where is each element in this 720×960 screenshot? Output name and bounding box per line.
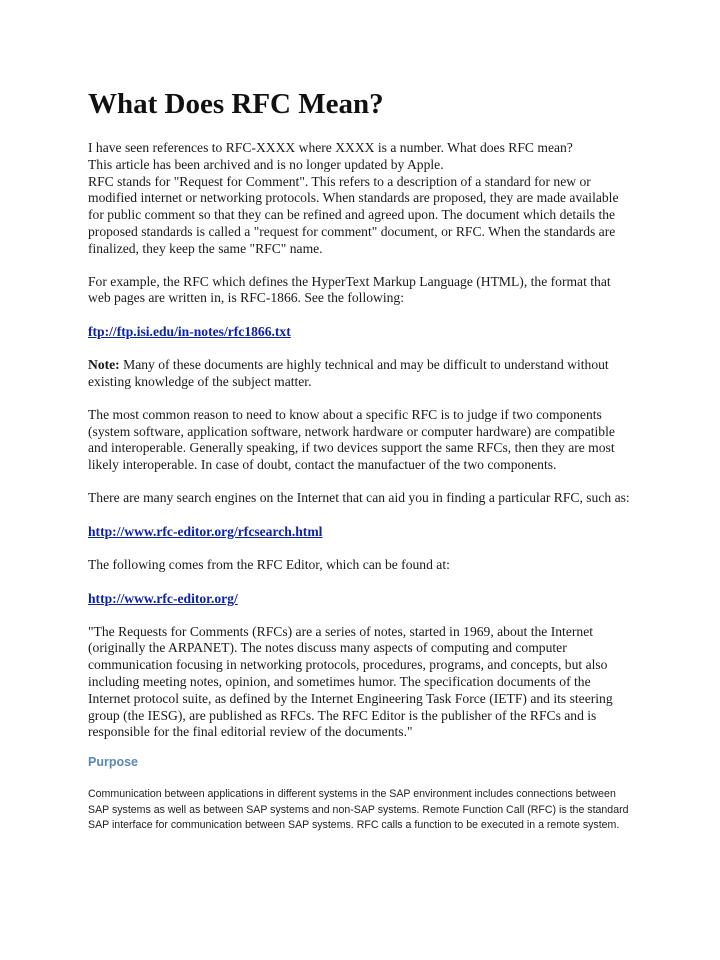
purpose-heading: Purpose (88, 755, 139, 770)
archive-notice: This article has been archived and is no longer updated by Apple. (88, 156, 444, 172)
purpose-paragraph: Communication between applications in different systems in the SAP environment includes connections between SAP systems as well as between SAP systems and non-SAP systems. Remote Function Call (RFC) is the standard SAP interface for communication between SAP systems. RFC calls a function to be executed in a remote system. (88, 788, 629, 831)
rfc-definition: RFC stands for "Request for Comment". This refers to a description of a standard for new or modified internet or networking protocols. When standards are proposed, they are made available for public comment so that they can be refined and agreed upon. The document which details the proposed standards is called a "request for comment" document, or RFC. When the standards are finalized, they keep the same "RFC" name. (88, 173, 619, 256)
note-text: Many of these documents are highly technical and may be difficult to understand without existing knowledge of the subject matter. (88, 357, 609, 389)
intro-question: I have seen references to RFC-XXXX where XXXX is a number. What does RFC mean? (88, 140, 573, 155)
note-label: Note: (88, 357, 120, 373)
note-paragraph (88, 357, 636, 391)
editor-paragraph: The following comes from the RFC Editor, which can be found at: (88, 556, 450, 572)
document-content (88, 86, 636, 833)
search-paragraph: There are many search engines on the Internet that can aid you in finding a particular RFC, such as: (88, 489, 630, 505)
example-paragraph: For example, the RFC which defines the HyperText Markup Language (HTML), the format that web pages are written in, is RFC-1866. See the following: (88, 273, 611, 306)
rfcsearch-link[interactable]: http://www.rfc-editor.org/rfcsearch.html (88, 523, 323, 539)
page-title: What Does RFC Mean? (88, 88, 384, 120)
quote-paragraph: "The Requests for Comments (RFCs) are a series of notes, started in 1969, about the Internet (originally the ARPANET). The notes discuss many aspects of computing and computer communication focusing in networking protocols, procedures, programs, and concepts, but also including meeting notes, opinion, and sometimes humor. The specification documents of the Internet protocol suite, as defined by the Internet Engineering Task Force (IETF) and its steering group (the IESG), are published as RFCs. The RFC Editor is the publisher of the RFCs and is responsible for the final editorial review of the documents." (88, 623, 613, 740)
rfc1866-link[interactable]: ftp://ftp.isi.edu/in-notes/rfc1866.txt (88, 324, 291, 340)
rfc-editor-link[interactable]: http://www.rfc-editor.org/ (88, 590, 238, 606)
reason-paragraph: The most common reason to need to know about a specific RFC is to judge if two components (system software, application software, network hardware or computer hardware) are compatible and interoperable. Generally speaking, if two devices support the same RFCs, then they are most likely interoperable. In case of doubt, contact the manufactuer of the two components. (88, 406, 615, 473)
